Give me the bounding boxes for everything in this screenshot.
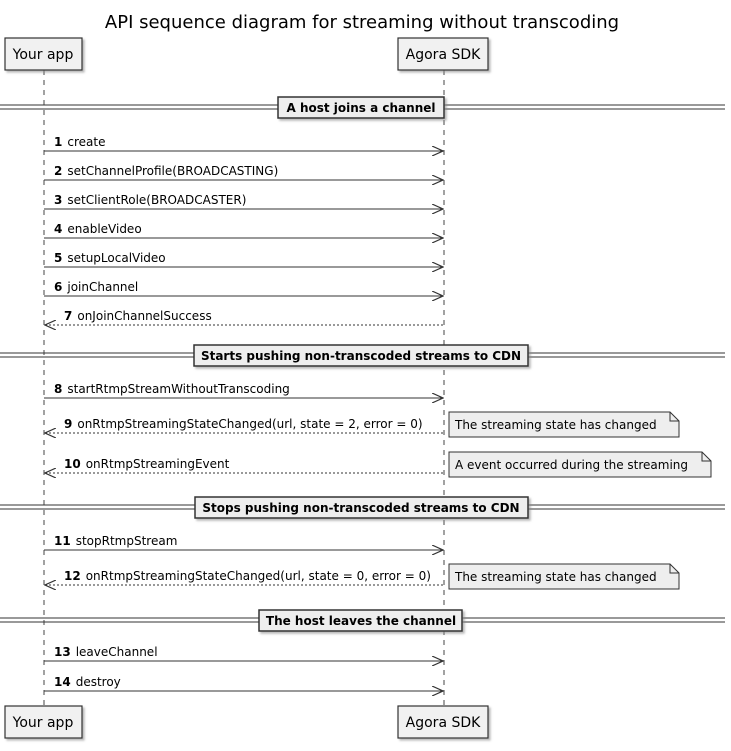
message-label: create xyxy=(67,135,106,149)
message-number: 14 xyxy=(54,675,71,689)
svg-text:11stopRtmpStream xyxy=(54,534,177,548)
svg-text:10onRtmpStreamingEvent xyxy=(64,457,230,471)
section-divider xyxy=(0,345,725,366)
message-on-rtmp-streaming-state-changed xyxy=(45,417,443,433)
message-number: 11 xyxy=(54,534,71,548)
participant-sdk-top xyxy=(398,38,488,70)
participant-app-bottom xyxy=(5,706,82,738)
participant-app-top xyxy=(5,38,82,70)
participant-sdk-label: Agora SDK xyxy=(405,47,481,63)
message-leave-channel xyxy=(44,645,443,661)
message-start-rtmp-stream xyxy=(44,382,443,398)
message-on-rtmp-streaming-state-changed-2 xyxy=(45,569,443,585)
note-event-occurred xyxy=(449,452,711,477)
section-divider xyxy=(0,97,725,118)
message-label: setChannelProfile(BROADCASTING) xyxy=(67,164,279,178)
message-label: joinChannel xyxy=(67,280,139,294)
message-number: 12 xyxy=(64,569,81,583)
message-number: 9 xyxy=(64,417,73,431)
section-divider xyxy=(0,610,725,631)
note-streaming-state-changed xyxy=(449,412,679,437)
message-number: 13 xyxy=(54,645,71,659)
svg-text:14destroy xyxy=(54,675,121,689)
svg-text:13leaveChannel xyxy=(54,645,158,659)
message-number: 6 xyxy=(54,280,63,294)
message-number: 1 xyxy=(54,135,63,149)
svg-text:1create xyxy=(54,135,105,149)
message-label: onJoinChannelSuccess xyxy=(77,309,212,323)
message-label: setClientRole(BROADCASTER) xyxy=(67,193,247,207)
message-create xyxy=(44,135,443,151)
message-number: 8 xyxy=(54,382,63,396)
note-text: A event occurred during the streaming xyxy=(455,458,689,472)
message-number: 7 xyxy=(64,309,73,323)
message-label: leaveChannel xyxy=(75,645,158,659)
participant-sdk-label: Agora SDK xyxy=(405,715,481,731)
message-stop-rtmp-stream xyxy=(44,534,443,550)
note-text: The streaming state has changed xyxy=(455,570,657,584)
message-label: onRtmpStreamingStateChanged(url, state = 2, error = 0) xyxy=(77,417,423,431)
divider-label: A host joins a channel xyxy=(286,101,436,115)
message-label: destroy xyxy=(75,675,121,689)
divider-label: Stops pushing non-transcoded streams to CDN xyxy=(202,501,520,515)
message-set-channel-profile xyxy=(44,164,443,180)
svg-text:9onRtmpStreamingStateChanged(u xyxy=(64,417,423,431)
participant-app-label: Your app xyxy=(12,47,74,63)
svg-text:7onJoinChannelSuccess xyxy=(64,309,212,323)
svg-text:8startRtmpStreamWithoutTransco xyxy=(54,382,290,396)
message-number: 5 xyxy=(54,251,63,265)
message-join-channel xyxy=(44,280,443,296)
message-label: onRtmpStreamingStateChanged(url, state = 0, error = 0) xyxy=(85,569,431,583)
svg-text:12onRtmpStreamingStateChanged( xyxy=(64,569,431,583)
message-number: 10 xyxy=(64,457,81,471)
svg-text:2setChannelProfile(BROADCASTIN xyxy=(54,164,278,178)
message-set-client-role xyxy=(44,193,443,209)
participant-app-label: Your app xyxy=(12,715,74,731)
message-enable-video xyxy=(44,222,443,238)
message-number: 4 xyxy=(54,222,63,236)
section-divider xyxy=(0,497,725,518)
message-number: 3 xyxy=(54,193,63,207)
message-label: setupLocalVideo xyxy=(67,251,166,265)
svg-text:5setupLocalVideo xyxy=(54,251,166,265)
message-label: startRtmpStreamWithoutTranscoding xyxy=(67,382,290,396)
svg-text:4enableVideo xyxy=(54,222,142,236)
message-on-join-channel-success xyxy=(45,309,443,325)
message-label: enableVideo xyxy=(67,222,142,236)
participant-sdk-bottom xyxy=(398,706,488,738)
divider-label: The host leaves the channel xyxy=(265,614,457,628)
note-text: The streaming state has changed xyxy=(455,418,657,432)
note-streaming-state-changed-2 xyxy=(449,564,679,589)
message-on-rtmp-streaming-event xyxy=(45,457,443,473)
message-setup-local-video xyxy=(44,251,443,267)
divider-label: Starts pushing non-transcoded streams to CDN xyxy=(200,349,522,363)
svg-text:3setClientRole(BROADCASTER) xyxy=(54,193,246,207)
message-destroy xyxy=(44,675,443,691)
diagram-title: API sequence diagram for streaming without transcoding xyxy=(104,12,620,33)
message-number: 2 xyxy=(54,164,63,178)
svg-text:6joinChannel xyxy=(54,280,138,294)
message-label: onRtmpStreamingEvent xyxy=(85,457,230,471)
message-label: stopRtmpStream xyxy=(75,534,178,548)
